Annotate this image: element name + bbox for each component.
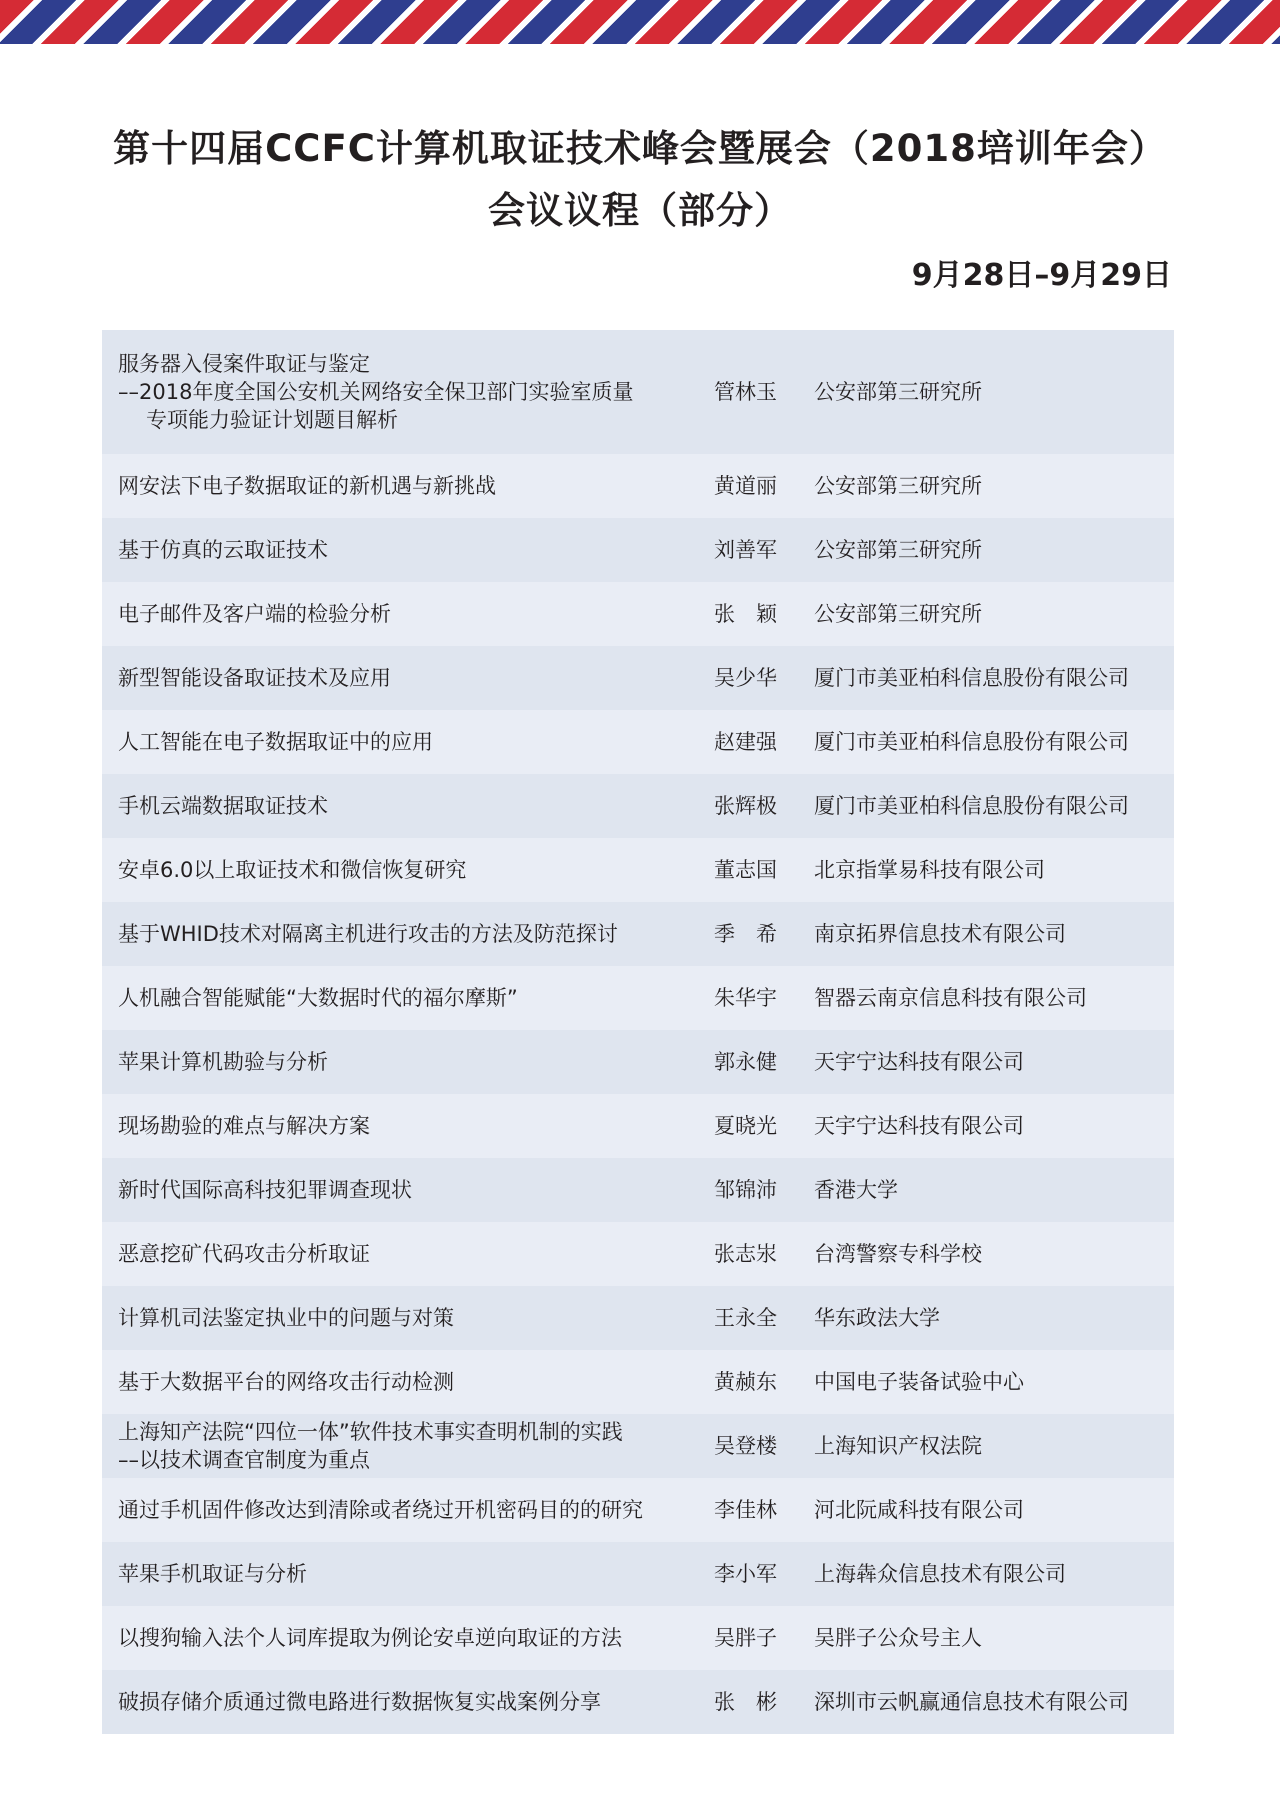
agenda-row	[102, 646, 1174, 710]
agenda-row	[102, 710, 1174, 774]
agenda-speaker: 刘善军	[714, 538, 777, 562]
agenda-topic-line: 安卓6.0以上取证技术和微信恢复研究	[118, 858, 467, 882]
agenda-speaker: 吴少华	[714, 666, 777, 690]
agenda-speaker: 夏晓光	[714, 1114, 777, 1138]
agenda-organization: 上海知识产权法院	[814, 1434, 982, 1458]
agenda-table	[102, 330, 1174, 1734]
agenda-organization: 台湾警察专科学校	[814, 1242, 982, 1266]
agenda-topic-line: 专项能力验证计划题目解析	[146, 408, 398, 432]
agenda-row	[102, 1606, 1174, 1670]
agenda-speaker: 吴登楼	[714, 1434, 777, 1458]
agenda-topic	[118, 1176, 412, 1204]
agenda-topic-line: 苹果手机取证与分析	[118, 1562, 307, 1586]
agenda-topic-line: ––以技术调查官制度为重点	[118, 1448, 370, 1472]
agenda-speaker: 赵建强	[714, 730, 777, 754]
agenda-row	[102, 1094, 1174, 1158]
agenda-topic-line: 服务器入侵案件取证与鉴定	[118, 352, 370, 376]
agenda-speaker: 张志汖	[714, 1242, 777, 1266]
agenda-organization: 厦门市美亚柏科信息股份有限公司	[814, 666, 1129, 690]
agenda-row	[102, 1286, 1174, 1350]
agenda-topic-line: 上海知产法院“四位一体”软件技术事实查明机制的实践	[118, 1420, 623, 1444]
page-title: 第十四届CCFC计算机取证技术峰会暨展会（2018培训年会）	[113, 127, 1167, 170]
agenda-organization: 北京指掌易科技有限公司	[814, 858, 1045, 882]
agenda-topic	[118, 1304, 454, 1332]
agenda-topic	[118, 1496, 643, 1524]
agenda-speaker: 张 颖	[714, 602, 777, 626]
agenda-topic	[118, 792, 328, 820]
agenda-topic	[118, 1688, 601, 1716]
agenda-topic-line: 新时代国际高科技犯罪调查现状	[118, 1178, 412, 1202]
agenda-topic-line: ––2018年度全国公安机关网络安全保卫部门实验室质量	[118, 380, 634, 404]
agenda-organization: 南京拓界信息技术有限公司	[814, 922, 1066, 946]
agenda-topic-line: 人工智能在电子数据取证中的应用	[118, 730, 433, 754]
agenda-topic-line: 以搜狗输入法个人词库提取为例论安卓逆向取证的方法	[118, 1626, 622, 1650]
agenda-topic	[118, 472, 496, 500]
agenda-organization: 上海犇众信息技术有限公司	[814, 1562, 1066, 1586]
agenda-organization: 厦门市美亚柏科信息股份有限公司	[814, 794, 1129, 818]
agenda-topic-line: 基于WHID技术对隔离主机进行攻击的方法及防范探讨	[118, 922, 618, 946]
agenda-topic	[118, 1418, 623, 1474]
agenda-topic	[118, 536, 328, 564]
agenda-topic	[118, 1240, 370, 1268]
agenda-topic-line: 苹果计算机勘验与分析	[118, 1050, 328, 1074]
agenda-topic-line: 通过手机固件修改达到清除或者绕过开机密码目的的研究	[118, 1498, 643, 1522]
agenda-row	[102, 1030, 1174, 1094]
agenda-speaker: 黄赪东	[714, 1370, 777, 1394]
decorative-stripe-band	[0, 0, 1280, 44]
agenda-topic	[118, 728, 433, 756]
agenda-topic	[118, 1368, 454, 1396]
agenda-topic-line: 基于大数据平台的网络攻击行动检测	[118, 1370, 454, 1394]
agenda-topic-line: 计算机司法鉴定执业中的问题与对策	[118, 1306, 454, 1330]
agenda-topic	[118, 856, 466, 884]
agenda-topic-line: 手机云端数据取证技术	[118, 794, 328, 818]
agenda-organization: 公安部第三研究所	[814, 380, 982, 404]
agenda-speaker: 郭永健	[714, 1050, 777, 1074]
agenda-topic-line: 电子邮件及客户端的检验分析	[118, 602, 391, 626]
agenda-topic-line: 恶意挖矿代码攻击分析取证	[118, 1242, 370, 1266]
agenda-speaker: 邹锦沛	[714, 1178, 777, 1202]
agenda-organization: 华东政法大学	[814, 1306, 940, 1330]
agenda-topic-line: 现场勘验的难点与解决方案	[118, 1114, 370, 1138]
agenda-organization: 厦门市美亚柏科信息股份有限公司	[814, 730, 1129, 754]
page-subtitle: 会议议程（部分）	[488, 189, 792, 232]
agenda-organization: 中国电子装备试验中心	[814, 1370, 1024, 1394]
agenda-speaker: 王永全	[714, 1306, 777, 1330]
agenda-topic	[118, 984, 518, 1012]
agenda-row	[102, 902, 1174, 966]
agenda-organization: 公安部第三研究所	[814, 474, 982, 498]
agenda-speaker: 李佳林	[714, 1498, 777, 1522]
agenda-organization: 公安部第三研究所	[814, 602, 982, 626]
agenda-row	[102, 1670, 1174, 1734]
agenda-row	[102, 774, 1174, 838]
agenda-topic	[118, 1112, 370, 1140]
agenda-row	[102, 1542, 1174, 1606]
agenda-topic-line: 人机融合智能赋能“大数据时代的福尔摩斯”	[118, 986, 518, 1010]
agenda-speaker: 董志国	[714, 858, 777, 882]
agenda-row	[102, 518, 1174, 582]
agenda-row	[102, 1350, 1174, 1414]
agenda-row	[102, 966, 1174, 1030]
agenda-row	[102, 1478, 1174, 1542]
agenda-row	[102, 330, 1174, 454]
agenda-speaker: 张辉极	[714, 794, 777, 818]
agenda-speaker: 张 彬	[714, 1690, 777, 1714]
agenda-organization: 香港大学	[814, 1178, 898, 1202]
agenda-topic	[118, 350, 633, 434]
agenda-topic	[118, 1560, 307, 1588]
agenda-organization: 河北阮咸科技有限公司	[814, 1498, 1024, 1522]
agenda-row	[102, 1158, 1174, 1222]
agenda-topic-line: 基于仿真的云取证技术	[118, 538, 328, 562]
agenda-row	[102, 454, 1174, 518]
agenda-speaker: 朱华宇	[714, 986, 777, 1010]
agenda-topic	[118, 664, 391, 692]
agenda-organization: 天宇宁达科技有限公司	[814, 1114, 1024, 1138]
agenda-topic-line: 网安法下电子数据取证的新机遇与新挑战	[118, 474, 496, 498]
agenda-topic-line: 新型智能设备取证技术及应用	[118, 666, 391, 690]
agenda-topic	[118, 1624, 622, 1652]
date-range: 9月28日–9月29日	[911, 258, 1172, 293]
agenda-organization: 智器云南京信息科技有限公司	[814, 986, 1087, 1010]
agenda-topic-line: 破损存储介质通过微电路进行数据恢复实战案例分享	[118, 1690, 601, 1714]
agenda-organization: 天宇宁达科技有限公司	[814, 1050, 1024, 1074]
agenda-speaker: 季 希	[714, 922, 777, 946]
agenda-speaker: 李小军	[714, 1562, 777, 1586]
agenda-row	[102, 838, 1174, 902]
agenda-row	[102, 1414, 1174, 1478]
agenda-speaker: 吴胖子	[714, 1626, 777, 1650]
agenda-topic	[118, 600, 391, 628]
agenda-organization: 深圳市云帆赢通信息技术有限公司	[814, 1690, 1129, 1714]
agenda-speaker: 管林玉	[714, 380, 777, 404]
agenda-row	[102, 582, 1174, 646]
agenda-speaker: 黄道丽	[714, 474, 777, 498]
agenda-organization: 公安部第三研究所	[814, 538, 982, 562]
agenda-row	[102, 1222, 1174, 1286]
agenda-topic	[118, 920, 618, 948]
agenda-organization: 吴胖子公众号主人	[814, 1626, 982, 1650]
agenda-topic	[118, 1048, 328, 1076]
